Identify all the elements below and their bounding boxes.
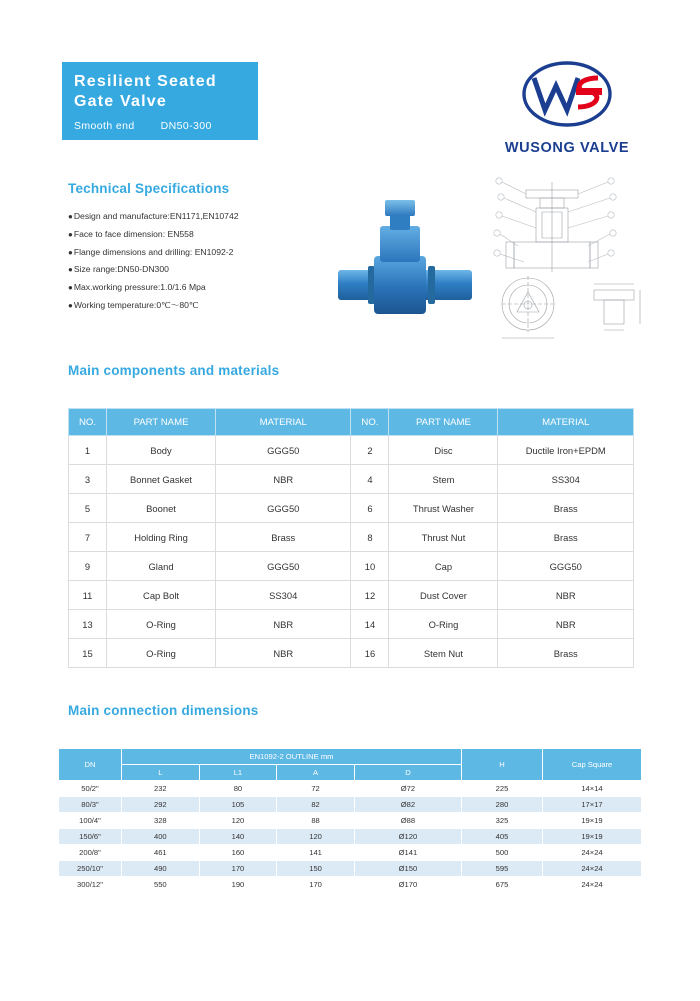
- subtitle-end-type: Smooth end: [74, 120, 135, 132]
- cell-material: GGG50: [216, 436, 351, 465]
- cell-cap-square: 14×14: [543, 781, 642, 797]
- cell-d: Ø72: [354, 781, 461, 797]
- cell-material: NBR: [216, 465, 351, 494]
- table-row: [69, 436, 634, 465]
- cell-l1: 80: [199, 781, 277, 797]
- cell-material: Brass: [216, 523, 351, 552]
- cell-no: 3: [69, 465, 107, 494]
- cell-material: NBR: [498, 610, 634, 639]
- cell-cap-square: 24×24: [543, 845, 642, 861]
- cell-dn: 50/2": [59, 781, 122, 797]
- cell-part: Cap: [389, 552, 498, 581]
- cell-no: 7: [69, 523, 107, 552]
- cell-l: 400: [122, 829, 200, 845]
- col-l1: L1: [199, 765, 277, 781]
- valve-technical-drawing: [488, 172, 656, 344]
- cell-no: 9: [69, 552, 107, 581]
- cell-no: 13: [69, 610, 107, 639]
- cell-h: 280: [462, 797, 543, 813]
- col-no-right: NO.: [351, 409, 389, 436]
- cell-no: 14: [351, 610, 389, 639]
- table-row: [69, 610, 634, 639]
- table-row: [59, 861, 642, 877]
- col-l: L: [122, 765, 200, 781]
- cell-material: NBR: [216, 639, 351, 668]
- cell-cap-square: 24×24: [543, 861, 642, 877]
- spec-item: ●Design and manufacture:EN1171,EN10742: [68, 211, 239, 221]
- cell-material: Ductile Iron+EPDM: [498, 436, 634, 465]
- cell-l: 490: [122, 861, 200, 877]
- cell-cap-square: 17×17: [543, 797, 642, 813]
- table-row: [69, 523, 634, 552]
- col-cap-square: Cap Square: [543, 749, 642, 781]
- valve-product-image: [330, 186, 480, 336]
- cell-cap-square: 24×24: [543, 877, 642, 893]
- cell-no: 6: [351, 494, 389, 523]
- cell-material: GGG50: [216, 494, 351, 523]
- title-line-1: Resilient Seated: [74, 73, 217, 90]
- cell-no: 8: [351, 523, 389, 552]
- technical-spec-list: [68, 208, 368, 315]
- section-heading-technical: Technical Specifications: [68, 181, 230, 196]
- section-heading-dimensions: Main connection dimensions: [68, 703, 259, 718]
- cell-part: Cap Bolt: [107, 581, 216, 610]
- spec-item: ●Working temperature:0℃～80℃: [68, 299, 199, 310]
- cell-a: 170: [277, 877, 355, 893]
- connection-dimensions-table: [58, 748, 642, 893]
- cell-a: 72: [277, 781, 355, 797]
- cell-part: Stem: [389, 465, 498, 494]
- cell-dn: 80/3": [59, 797, 122, 813]
- cell-part: Boonet: [107, 494, 216, 523]
- cell-l: 328: [122, 813, 200, 829]
- table-row: [69, 581, 634, 610]
- ws-monogram-icon: [514, 58, 620, 134]
- cell-no: 5: [69, 494, 107, 523]
- cell-part: Thrust Nut: [389, 523, 498, 552]
- col-a: A: [277, 765, 355, 781]
- cell-cap-square: 19×19: [543, 829, 642, 845]
- cell-h: 675: [462, 877, 543, 893]
- cell-part: Stem Nut: [389, 639, 498, 668]
- cell-h: 595: [462, 861, 543, 877]
- cell-l1: 140: [199, 829, 277, 845]
- cell-material: Brass: [498, 639, 634, 668]
- cell-no: 16: [351, 639, 389, 668]
- cell-h: 325: [462, 813, 543, 829]
- cell-d: Ø82: [354, 797, 461, 813]
- col-group-outline: EN1092-2 OUTLINE mm: [122, 749, 462, 765]
- spec-item: ●Max.working pressure:1.0/1.6 Mpa: [68, 282, 206, 293]
- spec-item: ●Size range:DN50-DN300: [68, 264, 169, 275]
- table-row: [69, 494, 634, 523]
- company-logo: [492, 58, 642, 156]
- cell-no: 10: [351, 552, 389, 581]
- cell-d: Ø141: [354, 845, 461, 861]
- cell-d: Ø88: [354, 813, 461, 829]
- cell-l: 232: [122, 781, 200, 797]
- col-part-right: PART NAME: [389, 409, 498, 436]
- cell-h: 225: [462, 781, 543, 797]
- cell-material: GGG50: [216, 552, 351, 581]
- cell-part: Dust Cover: [389, 581, 498, 610]
- cell-d: Ø150: [354, 861, 461, 877]
- cell-part: Body: [107, 436, 216, 465]
- cell-material: SS304: [216, 581, 351, 610]
- col-material-left: MATERIAL: [216, 409, 351, 436]
- table-row: [69, 639, 634, 668]
- col-no-left: NO.: [69, 409, 107, 436]
- cell-part: Disc: [389, 436, 498, 465]
- col-d: D: [354, 765, 461, 781]
- table-row: [59, 829, 642, 845]
- cell-no: 2: [351, 436, 389, 465]
- col-h: H: [462, 749, 543, 781]
- table-row: [59, 845, 642, 861]
- table-group-header-row: [59, 749, 642, 765]
- cell-dn: 250/10": [59, 861, 122, 877]
- spec-item: ●Flange dimensions and drilling: EN1092-2: [68, 246, 234, 257]
- cell-dn: 300/12": [59, 877, 122, 893]
- title-line-2: Gate Valve: [74, 93, 167, 110]
- table-row: [59, 781, 642, 797]
- cell-l: 292: [122, 797, 200, 813]
- col-dn: DN: [59, 749, 122, 781]
- table-row: [69, 465, 634, 494]
- cell-material: NBR: [498, 581, 634, 610]
- cell-part: Bonnet Gasket: [107, 465, 216, 494]
- col-material-right: MATERIAL: [498, 409, 634, 436]
- page-header: [0, 58, 700, 168]
- cell-material: NBR: [216, 610, 351, 639]
- cell-h: 405: [462, 829, 543, 845]
- table-row: [59, 813, 642, 829]
- title-subtitle: [74, 120, 246, 132]
- spec-item: ●Face to face dimension: EN558: [68, 228, 194, 239]
- cell-part: Holding Ring: [107, 523, 216, 552]
- company-name: WUSONG VALVE: [504, 140, 630, 156]
- cell-material: GGG50: [498, 552, 634, 581]
- cell-dn: 200/8": [59, 845, 122, 861]
- cell-l1: 170: [199, 861, 277, 877]
- cell-material: Brass: [498, 494, 634, 523]
- components-materials-table: [68, 408, 634, 668]
- cell-part: O-Ring: [389, 610, 498, 639]
- col-part-left: PART NAME: [107, 409, 216, 436]
- section-heading-components: Main components and materials: [68, 363, 280, 378]
- cell-h: 500: [462, 845, 543, 861]
- cell-a: 120: [277, 829, 355, 845]
- cell-cap-square: 19×19: [543, 813, 642, 829]
- cell-l1: 160: [199, 845, 277, 861]
- title-block: [62, 62, 258, 140]
- cell-no: 12: [351, 581, 389, 610]
- cell-part: Gland: [107, 552, 216, 581]
- cell-part: O-Ring: [107, 610, 216, 639]
- cell-l1: 190: [199, 877, 277, 893]
- table-header-row: [69, 409, 634, 436]
- cell-no: 1: [69, 436, 107, 465]
- cell-a: 141: [277, 845, 355, 861]
- cell-no: 15: [69, 639, 107, 668]
- cell-l: 550: [122, 877, 200, 893]
- cell-a: 88: [277, 813, 355, 829]
- cell-no: 4: [351, 465, 389, 494]
- cell-l1: 120: [199, 813, 277, 829]
- table-row: [59, 877, 642, 893]
- cell-part: Thrust Washer: [389, 494, 498, 523]
- cell-l: 461: [122, 845, 200, 861]
- cell-d: Ø170: [354, 877, 461, 893]
- cell-dn: 150/6": [59, 829, 122, 845]
- cell-a: 82: [277, 797, 355, 813]
- subtitle-size-range: DN50-300: [160, 120, 212, 132]
- cell-dn: 100/4": [59, 813, 122, 829]
- table-row: [59, 797, 642, 813]
- cell-material: Brass: [498, 523, 634, 552]
- table-row: [69, 552, 634, 581]
- cell-d: Ø120: [354, 829, 461, 845]
- cell-material: SS304: [498, 465, 634, 494]
- cell-a: 150: [277, 861, 355, 877]
- cell-part: O-Ring: [107, 639, 216, 668]
- cell-no: 11: [69, 581, 107, 610]
- cell-l1: 105: [199, 797, 277, 813]
